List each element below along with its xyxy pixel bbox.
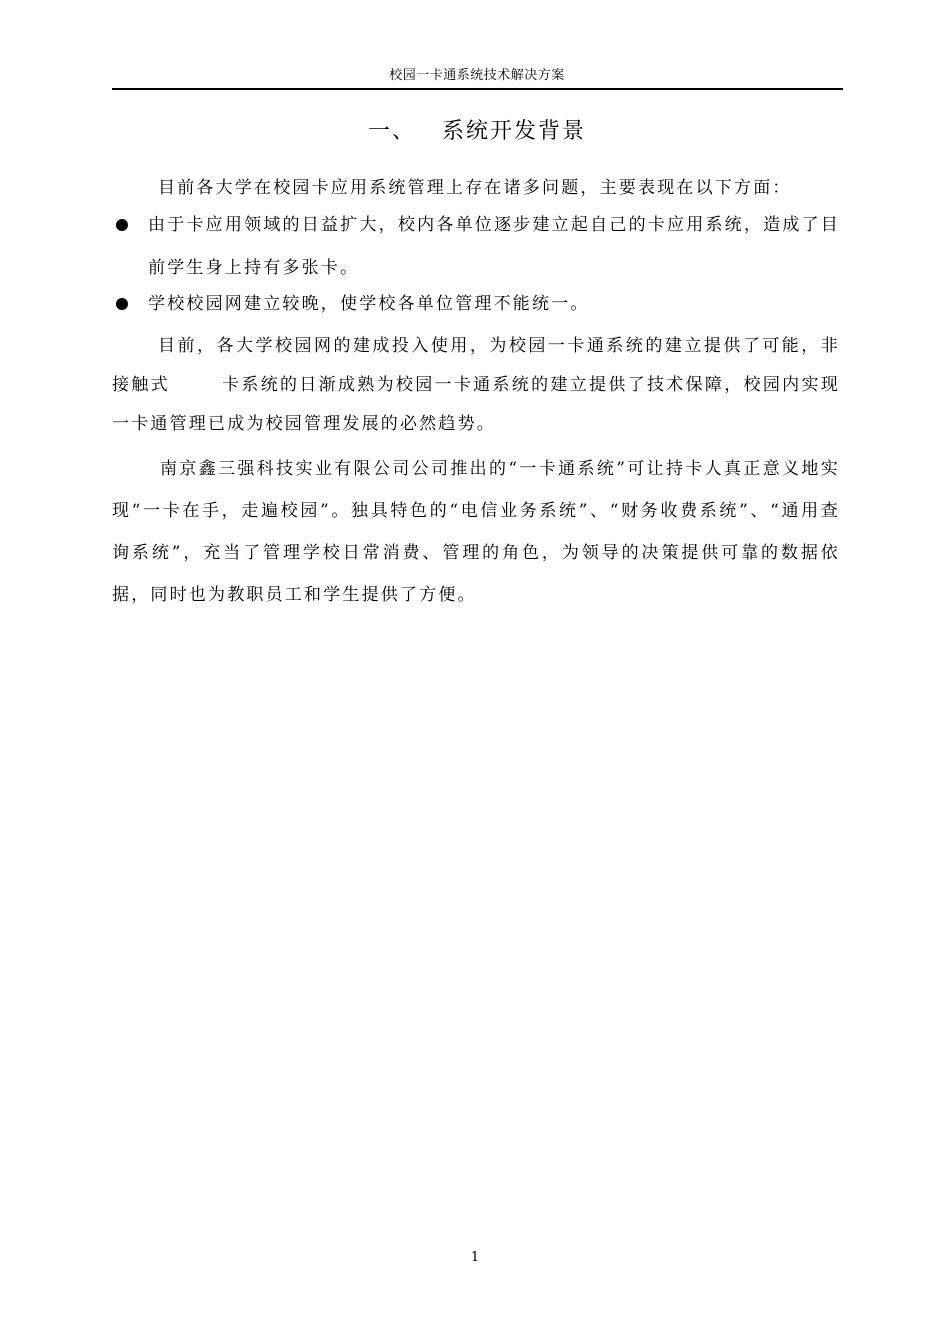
bullet-item: [112, 204, 840, 290]
bullet-text: 由于卡应用领域的日益扩大，校内各单位逐步建立起自己的卡应用系统，造成了目前学生身上持有多张卡。: [148, 215, 840, 278]
header-rule: [112, 88, 843, 90]
running-header: 校园一卡通系统技术解决方案: [389, 68, 565, 83]
page-number: 1: [470, 1250, 480, 1265]
bullet-dot-icon: [116, 219, 128, 231]
bullet-dot-icon: [116, 298, 128, 310]
intro-paragraph: 目前各大学在校园卡应用系统管理上存在诸多问题，主要表现在以下方面：: [158, 178, 792, 198]
paragraph-campus-network-part2: 卡系统的日渐成熟为校园一卡通系统的建立提供了技术保障，校园内实现一卡通管理已成为校园管理发展的必然趋势。: [112, 375, 840, 434]
section-number: 一、: [367, 119, 416, 144]
paragraph-campus-network: [112, 327, 840, 444]
paragraph-campus-network-part1: 目前，各大学校园网的建成投入使用，为校园一卡通系统的建立提供了可能，非接触式: [112, 336, 840, 395]
section-title: 系统开发背景: [442, 119, 587, 144]
paragraph-company: 南京鑫三强科技实业有限公司公司推出的“一卡通系统”可让持卡人真正意义地实现“一卡在手，走遍校园”。独具特色的“电信业务系统”、“财务收费系统”、“通用查询系统”，充当了管理学校日常消费、管理的角色，为领导的决策提供可靠的数据依据，同时也为教职员工和学生提供了方便。: [112, 459, 840, 605]
bullet-text: 学校校园网建立较晚，使学校各单位管理不能统一。: [148, 294, 590, 314]
section-heading: [112, 114, 842, 150]
bullet-item: [112, 283, 840, 326]
